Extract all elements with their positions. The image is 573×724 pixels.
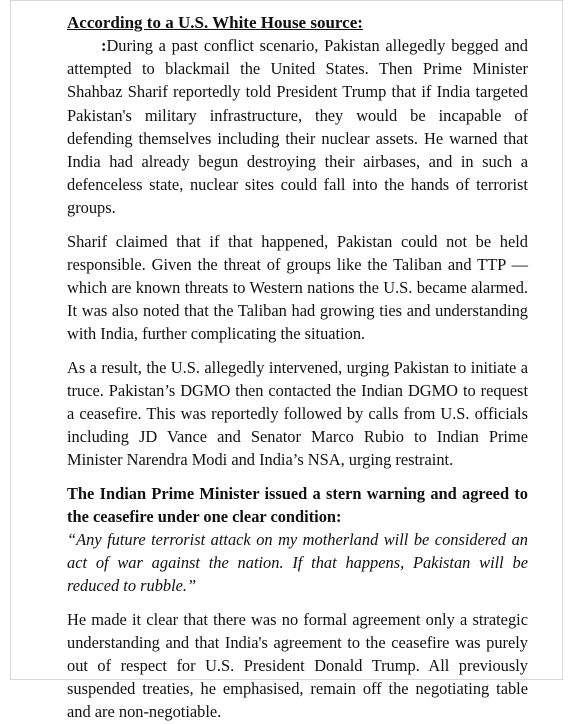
paragraph-3: As a result, the U.S. allegedly intervened, urging Pakistan to initiate a truce. Pakistan’s DGMO then contacted the Indian DGMO to request a ceasefire. This was reportedly followed by calls from U.S. officials including JD Vance and Senator Marco Rubio to Indian Prime Minister Narendra Modi and India’s NSA, urging restraint. [67,357,528,470]
paragraph-5: He made it clear that there was no formal agreement only a strategic understanding and that India's agreement to the ceasefire was purely out of respect for U.S. President Donald Trump. All previously suspended treaties, he emphasised, remain off the negotiating table and are non-negotiable. [67,609,528,722]
document-body [67,12,528,724]
paragraph-4-statement: The Indian Prime Minister issued a stern warning and agreed to the ceasefire under one clear condition: [67,483,528,526]
document-heading: According to a U.S. White House source: [67,13,363,32]
pm-quote: “Any future terrorist attack on my motherland will be considered an act of war against the nation. If that happens, Pakistan will be reduced to rubble.” [67,530,528,596]
paragraph-1-text: During a past conflict scenario, Pakistan allegedly begged and attempted to blackmail the United States. Then Prime Minister Shahbaz Sharif reportedly told President Trump that if India targeted Pakistan's military infrastructure, they would be incapable of defending themselves including their nuclear assets. He warned that India had already begun destroying their airbases, and in such a defenceless state, nuclear sites could fall into the hands of terrorist groups. [67,36,528,218]
document-page [10,0,563,722]
paragraph-2: Sharif claimed that if that happened, Pakistan could not be held responsible. Given the threat of groups like the Taliban and TTP — which are known threats to Western nations the U.S. became alarmed. It was also noted that the Taliban had growing ties and understanding with India, further complicating the situation. [67,231,528,344]
paragraph-1-lead: : [101,36,107,55]
paragraph-1 [67,34,528,220]
